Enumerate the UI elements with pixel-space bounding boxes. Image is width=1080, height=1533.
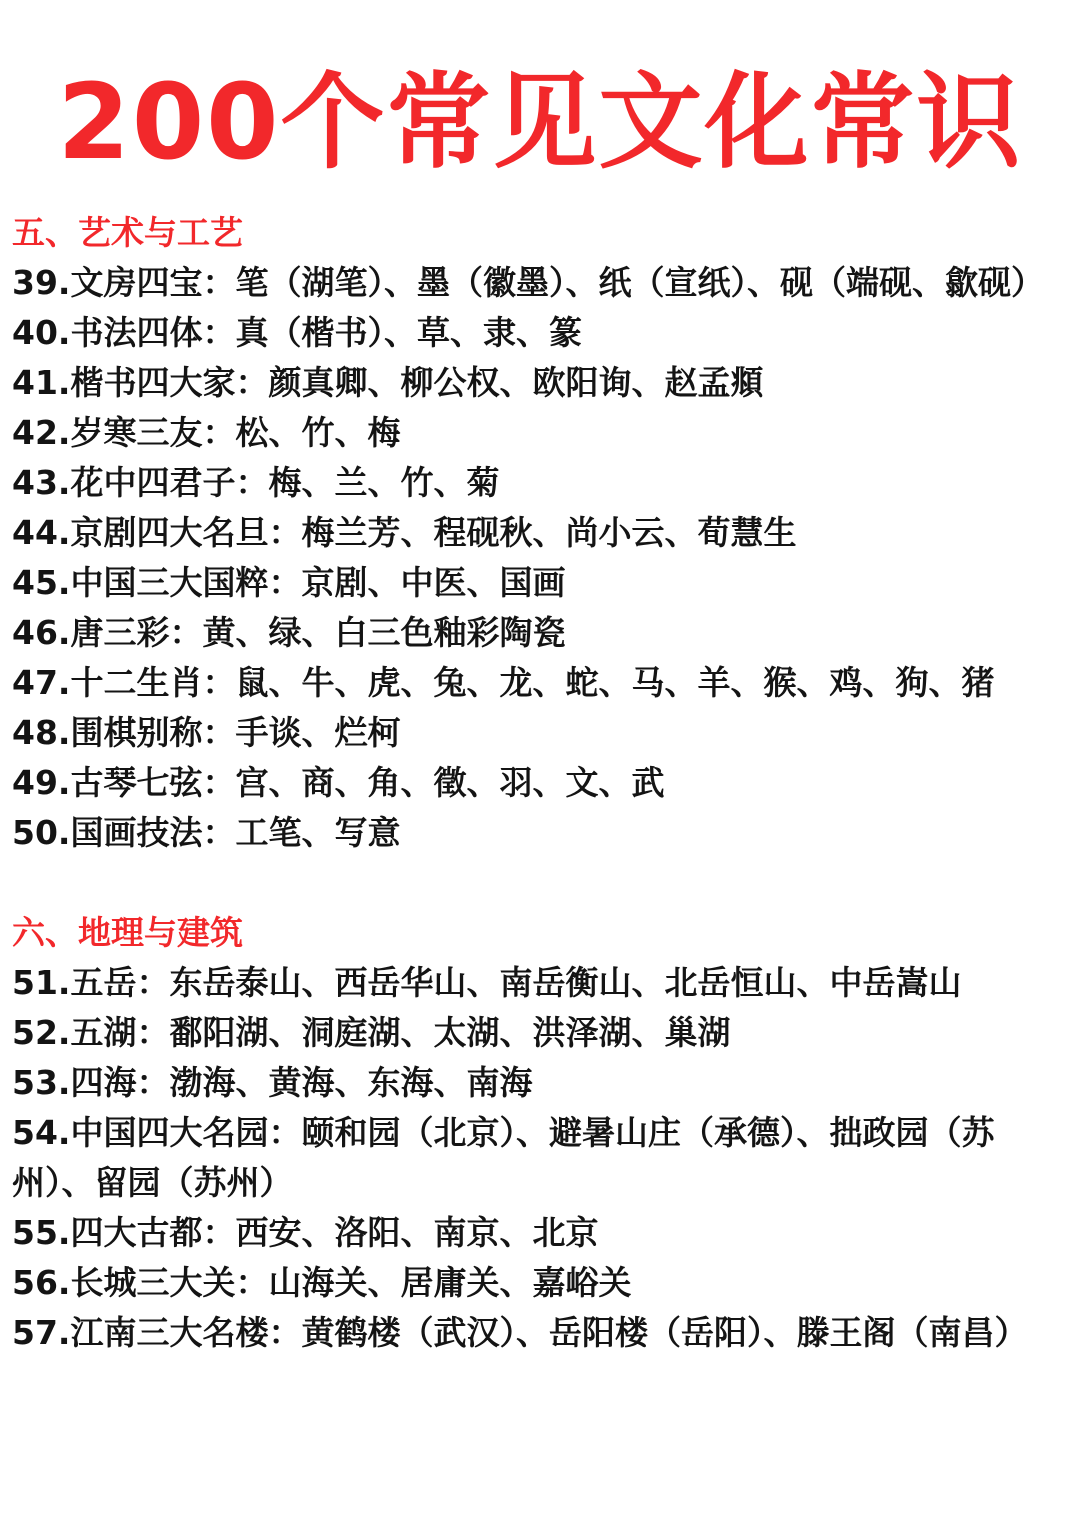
list-item: 39.文房四宝：笔（湖笔）、墨（徽墨）、纸（宣纸）、砚（端砚、歙砚） — [12, 263, 1044, 302]
list-item: 47.十二生肖：鼠、牛、虎、兔、龙、蛇、马、羊、猴、鸡、狗、猪 — [12, 663, 995, 702]
section-geography-architecture — [12, 908, 1062, 1358]
list-item: 45.中国三大国粹：京剧、中医、国画 — [12, 563, 566, 602]
list-item: 51.五岳：东岳泰山、西岳华山、南岳衡山、北岳恒山、中岳嵩山 — [12, 963, 962, 1002]
list-item: 40.书法四体：真（楷书）、草、隶、篆 — [12, 313, 582, 352]
list-item: 49.古琴七弦：宫、商、角、徵、羽、文、武 — [12, 763, 665, 802]
list-item: 48.围棋别称：手谈、烂柯 — [12, 713, 401, 752]
list-item: 55.四大古都：西安、洛阳、南京、北京 — [12, 1213, 599, 1252]
list-item: 41.楷书四大家：颜真卿、柳公权、欧阳询、赵孟頫 — [12, 363, 764, 402]
list-item: 42.岁寒三友：松、竹、梅 — [12, 413, 401, 452]
list-item: 44.京剧四大名旦：梅兰芳、程砚秋、尚小云、荀慧生 — [12, 513, 797, 552]
section-heading: 六、地理与建筑 — [12, 913, 243, 952]
list-item: 53.四海：渤海、黄海、东海、南海 — [12, 1063, 533, 1102]
article-body — [12, 208, 1062, 1358]
list-item: 46.唐三彩：黄、绿、白三色釉彩陶瓷 — [12, 613, 566, 652]
section-arts-crafts — [12, 208, 1062, 858]
list-item: 54.中国四大名园：颐和园（北京）、避暑山庄（承德）、拙政园（苏州）、留园（苏州） — [12, 1113, 995, 1202]
list-item: 50.国画技法：工笔、写意 — [12, 813, 401, 852]
section-heading: 五、艺术与工艺 — [12, 213, 243, 252]
list-item: 57.江南三大名楼：黄鹤楼（武汉）、岳阳楼（岳阳）、滕王阁（南昌） — [12, 1313, 1028, 1352]
list-item: 56.长城三大关：山海关、居庸关、嘉峪关 — [12, 1263, 632, 1302]
list-item: 43.花中四君子：梅、兰、竹、菊 — [12, 463, 500, 502]
list-item: 52.五湖：鄱阳湖、洞庭湖、太湖、洪泽湖、巢湖 — [12, 1013, 731, 1052]
page-title: 200个常见文化常识 — [57, 61, 1023, 183]
